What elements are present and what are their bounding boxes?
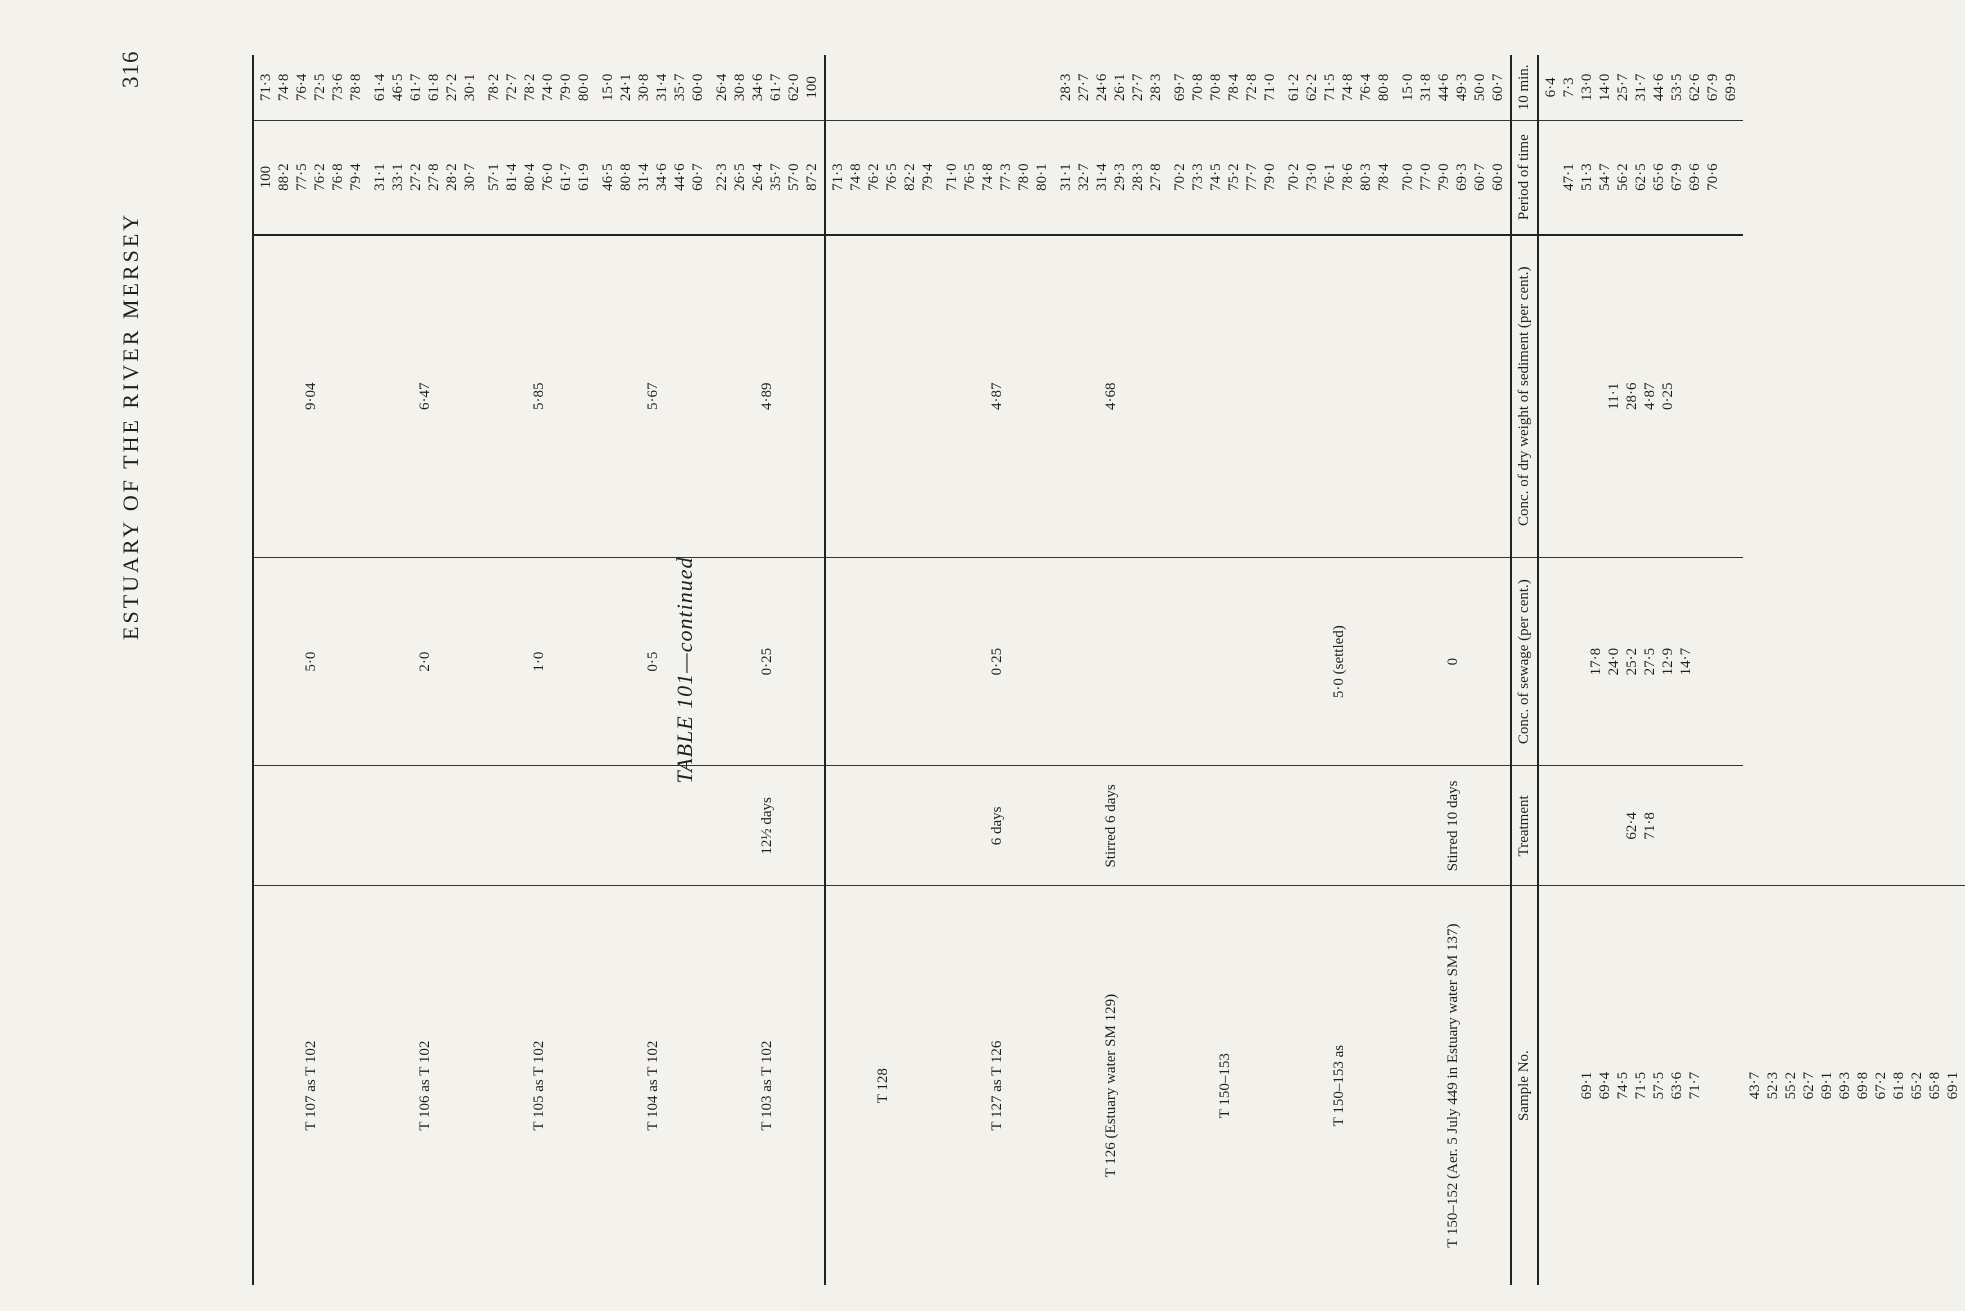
sample-cell: T 104 as T 102 xyxy=(596,886,710,1285)
mixture-cell xyxy=(1396,55,1511,120)
upper-col4 xyxy=(1538,235,1743,558)
upper-col1-value: 71·5 xyxy=(1632,1071,1649,1100)
mixture-cell-value: 28·3 xyxy=(1058,73,1074,102)
dissolved-cell-value: 33·1 xyxy=(390,163,406,191)
dissolved-cell-value: 70·2 xyxy=(1286,163,1302,191)
mixture-cell-value: 61·7 xyxy=(408,73,424,102)
upper-rows-mid-value: 31·7 xyxy=(1632,73,1649,102)
upper-rows-left-value: 65·8 xyxy=(1926,1071,1943,1100)
upper-rows-right-value: 69·6 xyxy=(1686,163,1703,191)
mixture-cell-value: 76·4 xyxy=(1358,73,1374,102)
sample-cell: T 127 as T 126 xyxy=(940,886,1054,1285)
treatment-cell: Stirred 10 days xyxy=(1396,766,1511,886)
upper-rows-left-value: 65·2 xyxy=(1908,1071,1925,1100)
conc-cell: 5·67 xyxy=(596,235,710,558)
upper-col3-value: 24·0 xyxy=(1605,647,1622,676)
dissolved-cell-value: 79·4 xyxy=(348,163,364,191)
upper-rows-left-value: 62·7 xyxy=(1800,1071,1817,1100)
mixture-cell-value: 26·1 xyxy=(1112,73,1128,102)
dissolved-cell-value: 26·5 xyxy=(732,163,748,191)
mixture-cell-value: 70·8 xyxy=(1208,73,1224,102)
mixture-cell xyxy=(1511,55,1538,120)
dissolved-cell-value: 57·1 xyxy=(486,163,502,191)
dissolved-cell-value: 78·6 xyxy=(1340,163,1356,191)
mixture-cell-value: 60·7 xyxy=(1490,73,1506,102)
sample-cell: T 105 as T 102 xyxy=(482,886,596,1285)
page-number: 316 xyxy=(118,50,143,88)
mixture-cell-value: 28·3 xyxy=(1148,73,1164,102)
mixture-cell-value: 80·8 xyxy=(1376,73,1392,102)
upper-rows-mid-value: 62·6 xyxy=(1686,73,1703,102)
treatment-cell xyxy=(482,766,596,886)
dissolved-cell xyxy=(1054,120,1168,234)
dissolved-cell-value: 60·0 xyxy=(1490,163,1506,191)
dissolved-cell-value: 60·7 xyxy=(690,163,706,191)
dissolved-cell-value: 27·8 xyxy=(1148,163,1164,191)
upper-rows-left xyxy=(1743,886,1965,1285)
table-row xyxy=(825,55,940,1285)
upper-rows-mid-value: 25·7 xyxy=(1614,73,1631,102)
dissolved-cell-value: 70·0 xyxy=(1400,163,1416,191)
mixture-cell-value: 44·6 xyxy=(1436,73,1452,102)
dissolved-cell-value: 74·8 xyxy=(980,163,996,191)
table-row xyxy=(482,55,596,1285)
dissolved-cell xyxy=(710,120,825,234)
upper-rows-left-value: 67·2 xyxy=(1872,1071,1889,1100)
upper-rows-mid-value: 7·3 xyxy=(1560,77,1577,98)
mixture-cell-value: 27·2 xyxy=(444,73,460,102)
table-row xyxy=(368,55,482,1285)
upper-col1-value: 71·7 xyxy=(1686,1071,1703,1100)
mixture-cell xyxy=(1054,55,1168,120)
dissolved-cell-value: 73·0 xyxy=(1304,163,1320,191)
mixture-cell-value: 72·7 xyxy=(504,73,520,102)
dissolved-cell-value: 79·0 xyxy=(1436,163,1452,191)
mixture-cell-value: 15·0 xyxy=(1400,73,1416,102)
table-row xyxy=(253,55,368,1285)
dissolved-cell-value: 76·2 xyxy=(866,163,882,191)
mixture-cell-value: 73·6 xyxy=(330,73,346,102)
upper-col1-value: 69·1 xyxy=(1578,1071,1595,1100)
treatment-cell: 6 days xyxy=(940,766,1054,886)
dissolved-cell-value: 29·3 xyxy=(1112,163,1128,191)
dissolved-cell-value: 60·7 xyxy=(1472,163,1488,191)
table-row xyxy=(1168,55,1282,1285)
upper-rows-right-value: 65·6 xyxy=(1650,163,1667,191)
conc-cell xyxy=(1168,235,1282,558)
dissolved-cell-value: 75·2 xyxy=(1226,163,1242,191)
dissolved-cell xyxy=(825,120,940,234)
sewage-cell: 5·0 xyxy=(253,557,368,766)
mixture-cell-value: 78·8 xyxy=(348,73,364,102)
mixture-cell-value: 27·7 xyxy=(1130,73,1146,102)
sewage-cell xyxy=(1168,557,1282,766)
sample-cell: T 107 as T 102 xyxy=(253,886,368,1285)
mixture-cell-value: 69·7 xyxy=(1172,73,1188,102)
mixture-cell-value: 78·4 xyxy=(1226,73,1242,102)
treatment-cell xyxy=(1282,766,1396,886)
conc-cell xyxy=(825,235,940,558)
sample-cell: Sample No. xyxy=(1511,886,1538,1285)
upper-col2 xyxy=(1538,766,1743,886)
upper-col1-value: 74·5 xyxy=(1614,1071,1631,1100)
dissolved-cell-value: 35·7 xyxy=(768,163,784,191)
treatment-cell xyxy=(368,766,482,886)
upper-col3-value: 25·2 xyxy=(1623,647,1640,676)
sewage-cell: 1·0 xyxy=(482,557,596,766)
dissolved-cell xyxy=(1282,120,1396,234)
conc-cell: 6·47 xyxy=(368,235,482,558)
dissolved-cell-value: 79·4 xyxy=(920,163,936,191)
dissolved-cell-value: 70·2 xyxy=(1172,163,1188,191)
dissolved-cell-value: 76·8 xyxy=(330,163,346,191)
mixture-cell xyxy=(253,55,368,120)
dissolved-cell-value: 76·5 xyxy=(884,163,900,191)
upper-rows-left-value: 43·7 xyxy=(1746,1071,1763,1100)
dissolved-cell xyxy=(1396,120,1511,234)
sewage-cell xyxy=(825,557,940,766)
mixture-cell-value: 49·3 xyxy=(1454,73,1470,102)
dissolved-cell-value: 80·3 xyxy=(1358,163,1374,191)
mixture-cell-value: 72·8 xyxy=(1244,73,1260,102)
upper-rows-mid-value: 44·6 xyxy=(1650,73,1667,102)
dissolved-cell-value: 88·2 xyxy=(276,163,292,191)
dissolved-cell xyxy=(482,120,596,234)
dissolved-cell-value: 32·7 xyxy=(1076,163,1092,191)
dissolved-cell-value: 80·8 xyxy=(618,163,634,191)
sample-cell: T 150–153 xyxy=(1168,886,1282,1285)
sample-cell: T 106 as T 102 xyxy=(368,886,482,1285)
table-row xyxy=(940,55,1054,1285)
upper-rows-right-value: 56·2 xyxy=(1614,163,1631,191)
mixture-cell-value: 34·6 xyxy=(750,73,766,102)
mixture-cell-value: 31·8 xyxy=(1418,73,1434,102)
upper-col2-value: 71·8 xyxy=(1641,812,1658,840)
upper-rows-right-value: 47·1 xyxy=(1560,163,1577,191)
mixture-cell xyxy=(368,55,482,120)
upper-col1-value: 69·4 xyxy=(1596,1071,1613,1100)
mixture-cell-value: 74·8 xyxy=(276,73,292,102)
upper-rows-left-value: 69·1 xyxy=(1944,1071,1961,1100)
dissolved-cell-value: 76·5 xyxy=(962,163,978,191)
dissolved-cell-value: 78·4 xyxy=(1376,163,1392,191)
dissolved-cell-value: 31·1 xyxy=(1058,163,1074,191)
table-row xyxy=(1054,55,1168,1285)
upper-col2-value: 62·4 xyxy=(1623,812,1640,840)
table-row xyxy=(1396,55,1511,1285)
conc-cell xyxy=(1396,235,1511,558)
dissolved-cell-value: 71·0 xyxy=(944,163,960,191)
dissolved-cell xyxy=(1511,120,1538,234)
table-row xyxy=(1743,55,1965,1285)
mixture-cell xyxy=(710,55,825,120)
upper-rows-mid-value: 13·0 xyxy=(1578,73,1595,102)
upper-rows-left-value: 61·8 xyxy=(1890,1071,1907,1100)
dissolved-cell-value: 80·1 xyxy=(1034,163,1050,191)
dissolved-cell-value: 77·3 xyxy=(998,163,1014,191)
sewage-cell: 0·25 xyxy=(940,557,1054,766)
treatment-cell: Stirred 6 days xyxy=(1054,766,1168,886)
mixture-cell-value: 72·5 xyxy=(312,73,328,102)
dissolved-cell-value: 77·0 xyxy=(1418,163,1434,191)
mixture-cell-value: 50·0 xyxy=(1472,73,1488,102)
dissolved-cell-value: 71·3 xyxy=(830,163,846,191)
sewage-cell: 0 xyxy=(1396,557,1511,766)
upper-rows-right xyxy=(1538,120,1743,234)
dissolved-cell-value: Period of time xyxy=(1516,134,1533,221)
dissolved-cell-value: 81·4 xyxy=(504,163,520,191)
dissolved-cell-value: 76·2 xyxy=(312,163,328,191)
upper-rows-mid-value: 69·9 xyxy=(1722,73,1739,102)
upper-col3-value: 14·7 xyxy=(1677,647,1694,676)
mixture-cell-value: 78·2 xyxy=(522,73,538,102)
upper-rows-mid-value: 67·9 xyxy=(1704,73,1721,102)
mixture-cell-value: 26·4 xyxy=(714,73,730,102)
mixture-cell-value: 79·0 xyxy=(558,73,574,102)
dissolved-cell-value: 28·3 xyxy=(1130,163,1146,191)
mixture-cell-value: 61·7 xyxy=(768,73,784,102)
mixture-cell-value: 80·0 xyxy=(576,73,592,102)
mixture-cell xyxy=(940,55,1054,120)
mixture-cell-value: 24·6 xyxy=(1094,73,1110,102)
dissolved-cell-value: 61·7 xyxy=(558,163,574,191)
upper-col4-value: 11·1 xyxy=(1605,382,1622,410)
mixture-cell-value: 74·0 xyxy=(540,73,556,102)
mixture-cell xyxy=(825,55,940,120)
dissolved-cell xyxy=(940,120,1054,234)
table-row xyxy=(710,55,825,1285)
mixture-cell-value: 71·0 xyxy=(1262,73,1278,102)
upper-rows-right-value: 70·6 xyxy=(1704,163,1721,191)
dissolved-cell-value: 44·6 xyxy=(672,163,688,191)
mixture-cell xyxy=(1168,55,1282,120)
upper-rows-right-value: 51·3 xyxy=(1578,163,1595,191)
dissolved-cell-value: 69·3 xyxy=(1454,163,1470,191)
upper-col4-value: 28·6 xyxy=(1623,382,1640,410)
sewage-cell: 5·0 (settled) xyxy=(1282,557,1396,766)
treatment-cell: 12½ days xyxy=(710,766,825,886)
table-row xyxy=(1511,55,1538,1285)
upper-col1-value: 63·6 xyxy=(1668,1071,1685,1100)
dissolved-cell xyxy=(253,120,368,234)
dissolved-cell-value: 27·8 xyxy=(426,163,442,191)
table-row xyxy=(1538,55,1743,1285)
dissolved-cell-value: 22·3 xyxy=(714,163,730,191)
data-table xyxy=(252,55,1965,1285)
upper-rows-right-value: 67·9 xyxy=(1668,163,1685,191)
dissolved-cell-value: 79·0 xyxy=(1262,163,1278,191)
mixture-cell-value: 10 min. xyxy=(1516,64,1533,111)
mixture-cell-value: 78·2 xyxy=(486,73,502,102)
upper-rows-left-value: 55·2 xyxy=(1782,1071,1799,1100)
mixture-cell-value: 61·2 xyxy=(1286,73,1302,102)
dissolved-cell xyxy=(1168,120,1282,234)
sewage-cell: Conc. of sewage (per cent.) xyxy=(1511,557,1538,766)
mixture-cell-value: 30·1 xyxy=(462,73,478,102)
upper-rows-right-value: 54·7 xyxy=(1596,163,1613,191)
dissolved-cell-value: 30·7 xyxy=(462,163,478,191)
upper-rows-mid-value: 53·5 xyxy=(1668,73,1685,102)
upper-rows-mid xyxy=(1538,55,1743,120)
sample-cell: T 103 as T 102 xyxy=(710,886,825,1285)
mixture-cell-value: 62·2 xyxy=(1304,73,1320,102)
running-head: ESTUARY OF THE RIVER MERSEY xyxy=(118,211,143,640)
dissolved-cell-value: 28·2 xyxy=(444,163,460,191)
dissolved-cell-value: 27·2 xyxy=(408,163,424,191)
treatment-cell xyxy=(253,766,368,886)
sewage-cell: 0·5 xyxy=(596,557,710,766)
dissolved-cell-value: 100 xyxy=(258,165,274,189)
treatment-cell xyxy=(825,766,940,886)
upper-rows-left-value: 69·3 xyxy=(1836,1071,1853,1100)
dissolved-cell-value: 31·4 xyxy=(636,163,652,191)
mixture-cell-value: 31·4 xyxy=(654,73,670,102)
dissolved-cell-value: 57·0 xyxy=(786,163,802,191)
upper-col3-value: 27·5 xyxy=(1641,647,1658,676)
dissolved-cell-value: 77·7 xyxy=(1244,163,1260,191)
mixture-cell-value: 27·7 xyxy=(1076,73,1092,102)
mixture-cell-value: 46·5 xyxy=(390,73,406,102)
conc-cell: 4·68 xyxy=(1054,235,1168,558)
dissolved-cell-value: 78·0 xyxy=(1016,163,1032,191)
dissolved-cell-value: 73·3 xyxy=(1190,163,1206,191)
sample-cell: T 128 xyxy=(825,886,940,1285)
upper-col1 xyxy=(1538,886,1743,1285)
upper-rows-mid-value: 6·4 xyxy=(1542,77,1559,98)
sewage-cell xyxy=(1054,557,1168,766)
upper-col3-value: 12·9 xyxy=(1659,647,1676,676)
dissolved-cell-value: 61·9 xyxy=(576,163,592,191)
treatment-cell xyxy=(1168,766,1282,886)
mixture-cell-value: 35·7 xyxy=(672,73,688,102)
mixture-cell xyxy=(482,55,596,120)
mixture-cell xyxy=(1282,55,1396,120)
sample-cell: T 126 (Estuary water SM 129) xyxy=(1054,886,1168,1285)
dissolved-cell-value: 76·1 xyxy=(1322,163,1338,191)
mixture-cell-value: 60·0 xyxy=(690,73,706,102)
dissolved-cell-value: 74·5 xyxy=(1208,163,1224,191)
upper-rows-left-value: 69·1 xyxy=(1818,1071,1835,1100)
upper-col3-value: 17·8 xyxy=(1587,647,1604,676)
conc-cell: 4·87 xyxy=(940,235,1054,558)
dissolved-cell xyxy=(368,120,482,234)
upper-rows-mid-value: 14·0 xyxy=(1596,73,1613,102)
upper-col4-value: 4·87 xyxy=(1641,382,1658,410)
dissolved-cell-value: 76·0 xyxy=(540,163,556,191)
mixture-cell-value: 100 xyxy=(804,76,820,99)
mixture-cell-value: 71·5 xyxy=(1322,73,1338,102)
rotated-table-block xyxy=(252,55,1961,1285)
dissolved-cell-value: 77·5 xyxy=(294,163,310,191)
mixture-cell-value: 61·4 xyxy=(372,73,388,102)
mixture-cell-value: 30·8 xyxy=(636,73,652,102)
conc-cell: 5·85 xyxy=(482,235,596,558)
treatment-cell: Treatment xyxy=(1511,766,1538,886)
upper-rows-right-value: 62·5 xyxy=(1632,163,1649,191)
mixture-cell-value: 61·8 xyxy=(426,73,442,102)
dissolved-cell-value: 87·2 xyxy=(804,163,820,191)
mixture-cell-value: 71·3 xyxy=(258,73,274,102)
table-row xyxy=(1282,55,1396,1285)
dissolved-cell-value: 80·4 xyxy=(522,163,538,191)
upper-col4-value: 0·25 xyxy=(1659,382,1676,410)
mixture-cell-value: 15·0 xyxy=(600,73,616,102)
conc-cell xyxy=(1282,235,1396,558)
upper-rows-left-value: 52·3 xyxy=(1764,1071,1781,1100)
dissolved-cell-value: 26·4 xyxy=(750,163,766,191)
mixture-cell-value: 62·0 xyxy=(786,73,802,102)
dissolved-cell-value: 31·1 xyxy=(372,163,388,191)
sample-cell: T 150–152 (Aer. 5 July 449 in Estuary water SM 137) xyxy=(1396,886,1511,1285)
mixture-cell-value: 76·4 xyxy=(294,73,310,102)
upper-rows-left-value: 69·8 xyxy=(1854,1071,1871,1100)
mixture-cell-value: 74·8 xyxy=(1340,73,1356,102)
dissolved-cell-value: 82·2 xyxy=(902,163,918,191)
conc-cell: 9·04 xyxy=(253,235,368,558)
dissolved-cell-value: 74·8 xyxy=(848,163,864,191)
mixture-cell-value: 70·8 xyxy=(1190,73,1206,102)
dissolved-cell-value: 31·4 xyxy=(1094,163,1110,191)
conc-cell: Conc. of dry weight of sediment (per cent.) xyxy=(1511,235,1538,558)
upper-col3 xyxy=(1538,557,1743,766)
table-caption: TABLE 101—continued xyxy=(672,556,697,784)
sewage-cell: 2·0 xyxy=(368,557,482,766)
conc-cell: 4·89 xyxy=(710,235,825,558)
dissolved-cell-value: 46·5 xyxy=(600,163,616,191)
upper-col1-value: 57·5 xyxy=(1650,1071,1667,1100)
sewage-cell: 0·25 xyxy=(710,557,825,766)
dissolved-cell-value: 34·6 xyxy=(654,163,670,191)
mixture-cell-value: 24·1 xyxy=(618,73,634,102)
sample-cell: T 150–153 as xyxy=(1282,886,1396,1285)
mixture-cell-value: 30·8 xyxy=(732,73,748,102)
